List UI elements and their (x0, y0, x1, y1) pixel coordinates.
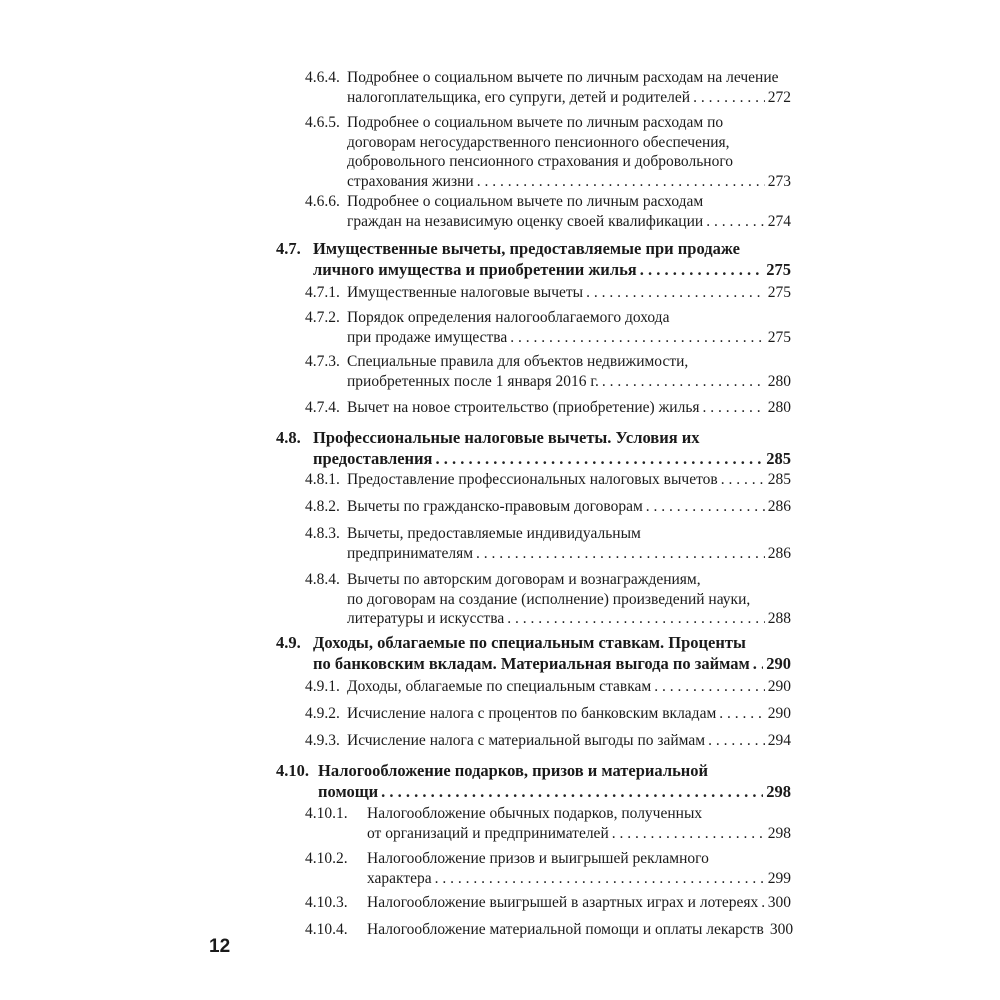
toc-entry-page: 300 (767, 894, 791, 911)
toc-entry-page: 274 (767, 212, 791, 230)
toc-entry-title-line: Подробнее о социальном вычете по личным расходам на лечение (347, 69, 779, 86)
toc-entry-title-line: Налогообложение призов и выигрышей рекламного (367, 850, 709, 867)
toc-entry-number: 4.9.2. (305, 705, 340, 722)
toc-entry-title-line: Налогообложение материальной помощи и оплаты лекарств (367, 921, 764, 938)
toc-entry-title-line: добровольного пенсионного страхования и добровольного (347, 153, 734, 170)
toc-entry (305, 470, 791, 490)
toc-entry-title-line: страхования жизни (347, 172, 474, 190)
toc-section-title-line: по банковским вкладам. Материальная выгода по займам (313, 654, 750, 673)
toc-entry-title-line: предпринимателям (347, 544, 474, 562)
toc-section-number: 4.8. (276, 428, 301, 447)
dot-leader (654, 677, 765, 697)
toc-entry-page: 294 (767, 732, 791, 749)
toc-entry-number: 4.6.6. (305, 193, 340, 210)
toc-entry-title-line: Доходы, облагаемые по специальным ставкам (347, 678, 652, 695)
dot-leader (753, 653, 763, 674)
dot-leader (703, 398, 765, 418)
toc-entry-page: 290 (767, 678, 791, 695)
toc-section (276, 760, 791, 802)
toc-entry-title-line: Подробнее о социальном вычете по личным расходам по (347, 114, 724, 131)
toc-entry-title-line: Вычеты по гражданско-правовым договорам (347, 498, 643, 515)
toc-entry-number: 4.10.2. (305, 850, 348, 867)
toc-entry-title-line: Предоставление профессиональных налоговых вычетов (347, 471, 718, 488)
toc-section (276, 427, 791, 469)
toc-entry-page: 275 (767, 328, 791, 346)
toc-section (276, 238, 791, 280)
toc-entry-number: 4.6.5. (305, 114, 340, 131)
toc-section-title-line: предоставления (313, 449, 433, 468)
toc-section-title-line: Профессиональные налоговые вычеты. Условия их (313, 428, 700, 447)
toc-entry-number: 4.7.3. (305, 353, 340, 370)
toc-entry (305, 849, 791, 888)
toc-entry-title-line: литературы и искусства (347, 610, 505, 627)
toc-entry-number: 4.8.3. (305, 525, 340, 542)
toc-section-number: 4.10. (276, 761, 309, 780)
toc-entry (305, 731, 791, 751)
toc-entry-number: 4.10.4. (305, 921, 348, 938)
toc-entry (305, 352, 791, 391)
toc-entry-page: 286 (767, 498, 791, 515)
toc-entry (305, 704, 791, 724)
toc-entry-title-line: договорам негосударственного пенсионного обеспечения, (347, 133, 730, 151)
dot-leader (602, 372, 765, 392)
dot-leader (476, 544, 765, 564)
dot-leader (507, 609, 765, 629)
toc-section-number: 4.7. (276, 239, 301, 258)
toc-section-page: 275 (766, 260, 791, 279)
toc-entry-title-line: Подробнее о социальном вычете по личным расходам (347, 193, 704, 210)
toc-section-title-line: личного имущества и приобретении жилья (313, 260, 637, 279)
toc-entry-title-line: Имущественные налоговые вычеты (347, 284, 584, 301)
toc-entry-number: 4.9.3. (305, 732, 340, 749)
toc-entry-title-line: граждан на независимую оценку своей квалификации (347, 212, 704, 230)
toc-section (276, 632, 791, 674)
toc-entry-number: 4.8.2. (305, 498, 340, 515)
toc-entry-title-line: Налогообложение выигрышей в азартных играх и лотереях (367, 894, 759, 911)
toc-entry-page: 290 (767, 705, 791, 722)
toc-entry-title-line: от организаций и предпринимателей (367, 824, 609, 842)
toc-entry-number: 4.10.1. (305, 805, 348, 822)
toc-entry (305, 677, 791, 697)
toc-entry-title-line: Порядок определения налогооблагаемого дохода (347, 309, 670, 326)
toc-entry (305, 308, 791, 347)
toc-entry-title-line: Исчисление налога с материальной выгоды по займам (347, 732, 706, 749)
toc-entry-number: 4.9.1. (305, 678, 340, 695)
dot-leader (435, 869, 765, 889)
toc-entry (305, 68, 791, 107)
toc-section-page: 298 (766, 782, 791, 801)
toc-entry-number: 4.8.1. (305, 471, 340, 488)
toc-entry (305, 920, 794, 940)
toc-entry-title-line: Налогообложение обычных подарков, полученных (367, 805, 703, 822)
toc-entry-page: 299 (767, 869, 791, 887)
toc-section-title-line: помощи (318, 782, 379, 801)
toc-entry-title-line: Специальные правила для объектов недвижимости, (347, 353, 689, 370)
dot-leader (693, 88, 765, 108)
toc-entry (305, 804, 791, 843)
toc-entry (305, 113, 791, 191)
toc-entry (305, 893, 791, 913)
toc-section-title-line: Доходы, облагаемые по специальным ставкам. Проценты (313, 633, 746, 652)
dot-leader (435, 448, 763, 469)
toc-section-title-line: Имущественные вычеты, предоставляемые при продаже (313, 239, 740, 258)
toc-entry-number: 4.10.3. (305, 894, 348, 911)
dot-leader (646, 497, 765, 517)
toc-entry-page: 286 (767, 544, 791, 562)
dot-leader (708, 731, 765, 751)
toc-section-number: 4.9. (276, 633, 301, 652)
toc-entry (305, 570, 791, 629)
dot-leader (640, 259, 764, 280)
dot-leader (612, 824, 765, 844)
toc-entry-number: 4.7.1. (305, 284, 340, 301)
toc-entry-page: 288 (767, 610, 791, 627)
toc-entry-page: 275 (767, 284, 791, 301)
toc-entry-number: 4.7.4. (305, 399, 340, 416)
dot-leader (706, 212, 765, 232)
dot-leader (586, 283, 765, 303)
dot-leader (381, 781, 763, 802)
toc-entry-page: 298 (767, 824, 791, 842)
toc-entry (305, 192, 791, 231)
dot-leader (719, 704, 764, 724)
toc-section-title-line: Налогообложение подарков, призов и материальной (318, 761, 709, 780)
dot-leader (721, 470, 765, 490)
toc-entry-title-line: по договорам на создание (исполнение) произведений науки, (347, 590, 751, 608)
toc-entry-page: 300 (769, 921, 794, 938)
toc-entry-title-line: Вычеты, предоставляемые индивидуальным (347, 525, 641, 542)
toc-entry (305, 283, 791, 303)
dot-leader (510, 328, 764, 348)
toc-entry-title-line: при продаже имущества (347, 328, 508, 346)
toc-entry-page: 273 (767, 172, 791, 190)
toc-section-page: 285 (766, 449, 791, 468)
toc-entry (305, 497, 791, 517)
toc-entry-page: 280 (767, 372, 791, 390)
dot-leader (477, 172, 765, 192)
toc-section-page: 290 (766, 654, 791, 673)
page-number: 12 (209, 936, 231, 957)
toc-entry-number: 4.7.2. (305, 309, 340, 326)
toc-entry-title-line: Вычеты по авторским договорам и вознаграждениям, (347, 571, 701, 588)
dot-leader (761, 893, 764, 913)
toc-entry-title-line: Исчисление налога с процентов по банковским вкладам (347, 705, 717, 722)
toc-entry (305, 398, 791, 418)
toc-entry-title-line: приобретенных после 1 января 2016 г. (347, 372, 599, 390)
toc-entry-page: 280 (767, 399, 791, 416)
toc-entry-title-line: Вычет на новое строительство (приобретение) жилья (347, 399, 700, 416)
toc-entry-page: 272 (767, 88, 791, 106)
toc-entry (305, 524, 791, 563)
toc-entry-number: 4.6.4. (305, 69, 340, 86)
toc-entry-number: 4.8.4. (305, 571, 340, 588)
toc-entry-page: 285 (767, 471, 791, 488)
toc-entry-title-line: характера (367, 869, 432, 887)
toc-entry-title-line: налогоплательщика, его супруги, детей и родителей (347, 88, 691, 106)
